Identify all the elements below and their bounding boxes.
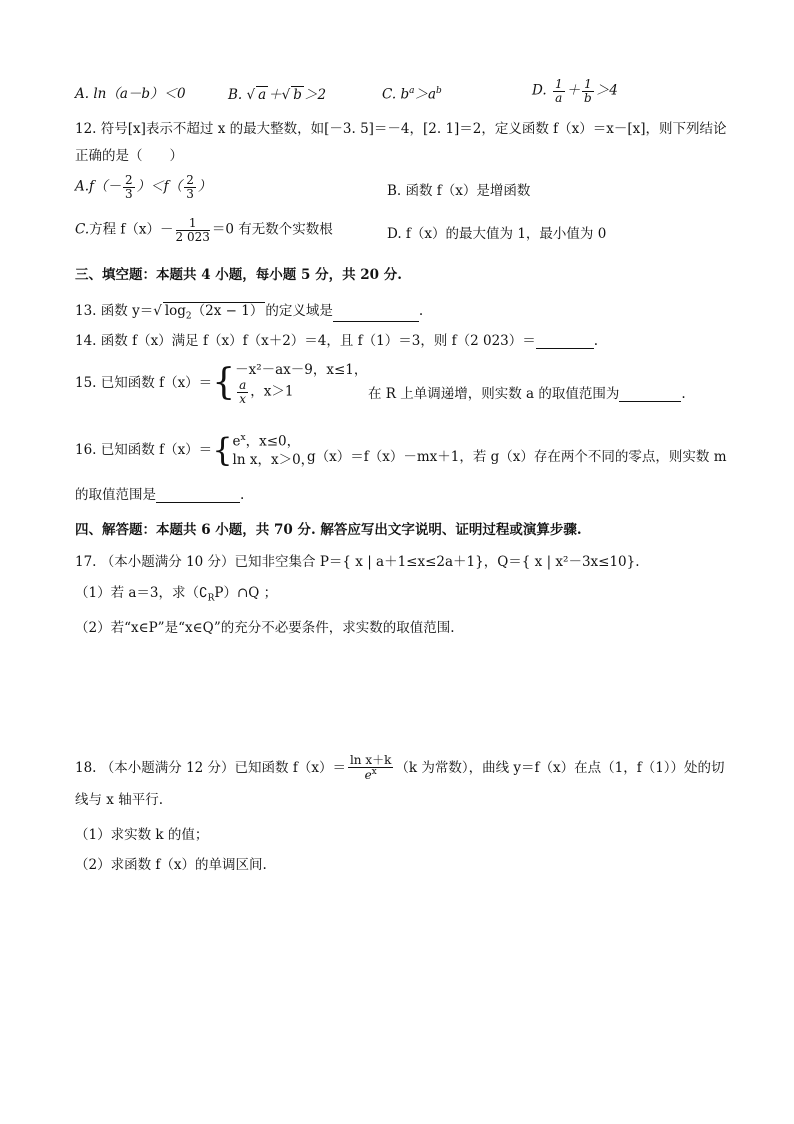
denominator: b [584,90,592,105]
question-text: 正确的是（ ） [75,148,183,164]
q12-stem-line2 [75,148,183,164]
numerator: 1 [176,217,210,231]
question-number: 12. [75,121,97,137]
numerator: 1 [584,77,592,91]
sqrt-b: b [293,87,302,103]
q12-option-c [75,217,333,243]
exponent: a [409,86,415,96]
part-text: （2）求函数 f（x）的单调区间. [75,857,267,873]
q18-line2 [75,792,163,808]
question-text: 线与 x 轴平行. [75,792,163,808]
q17-part-2 [75,620,455,636]
question-text: 函数 f（x）满足 f（x）f（x＋2）＝4，且 f（1）＝3，则 f（2 023）＝ [100,333,536,349]
q16 [75,432,314,469]
fraction-2-3 [123,174,135,200]
question-text: . [418,303,424,319]
exponent: b [436,86,442,96]
question-text: . [593,333,599,349]
q15 [75,361,367,405]
question-text: . [681,386,686,402]
base: e [364,767,372,782]
q11-option-b: B. √ a ＋√ b ＞2 [228,87,327,103]
q13: 13. 函数 y＝√ $\log_2(2x - 1)$ 的定义域是 . [75,303,424,322]
answer-blank[interactable] [619,387,681,402]
option-text: ＝0 有无数个实数根 [211,221,333,238]
sqrt-log [163,302,266,322]
piecewise-cases [235,361,367,405]
left-brace: { [212,431,233,470]
fraction-lnxk-ex [348,754,393,781]
sqrt-a: a [258,87,267,103]
fraction-2-3 [184,174,196,200]
option-label: C. [75,221,90,238]
numerator: 2 [186,173,194,187]
answer-blank[interactable] [333,307,419,322]
question-text: g（x）＝f（x）－mx＋1，若 g（x）存在两个不同的零点，则实数 m [307,449,727,465]
q17-part-1 [75,585,277,604]
question-number: 16. [75,442,97,459]
option-label: B. [228,87,243,103]
q11-option-a [75,86,186,102]
option-text: ln（a－b）＜0 [93,86,186,102]
part-text: （2）若“x∈P”是“x∈Q”的充分不必要条件，求实数的取值范围. [75,620,455,636]
denominator: 3 [186,186,194,201]
part-text: P）∩Q ； [214,585,278,601]
case-1 [233,432,315,451]
log-arg: （2x − 1） [191,303,264,319]
case-2: ln x，x＞0， [232,451,315,468]
option-text: f（－ [89,178,122,195]
section-3-heading: 三、填空题：本题共 4 小题，每小题 5 分，共 20 分. [75,267,402,283]
numerator: 2 [125,173,133,187]
option-text: ） [197,178,212,195]
case-text: ，x≤0， [245,433,301,450]
part-text: （1）若 a＝3，求（∁ [75,585,208,601]
fraction-1-2023 [176,217,210,243]
q12-option-a [75,174,211,200]
denominator: x [239,391,247,406]
case-text: ，x＞1 [250,383,294,400]
subscript: R [207,593,215,604]
q11-option-d: D. $\frac{1}{a}$ ＋ $\frac{1}{b}$ ＞4 [532,77,618,105]
q17-stem [75,554,640,570]
option-text: ＞a [414,86,437,103]
numerator: a [239,378,247,393]
part-text: （1）求实数 k 的值； [75,827,209,843]
question-text: . [240,487,245,503]
fraction-1-b [582,78,594,104]
question-text: （本小题满分 12 分）已知函数 f（x）＝ [100,759,346,776]
question-number: 13. [75,303,97,319]
question-text: 的定义域是 [265,303,333,319]
case-text: e [232,433,241,450]
log-base: 2 [185,311,192,322]
section-4-heading: 四、解答题：本题共 6 小题，共 70 分. 解答应写出文字说明、证明过程或演算步骤. [75,522,582,538]
denominator [348,768,393,782]
q16-line2 [75,487,244,503]
q14 [75,333,598,349]
denominator: a [555,90,563,105]
question-number: 15. [75,375,97,392]
question-text: 已知函数 f（x）＝ [100,375,213,392]
numerator: ln x＋k [349,753,392,767]
option-text: D. f（x）的最大值为 1，最小值为 0 [387,226,607,242]
piecewise-cases [233,432,315,469]
case-2 [235,379,367,405]
option-label: D. [532,82,547,99]
option-text: ）＜f（ [136,178,183,195]
q18-part-2 [75,857,267,873]
exponent: x [240,433,246,443]
option-text: b [400,86,410,103]
exponent: x [371,766,377,777]
denominator: 2 023 [175,229,210,244]
answer-blank[interactable] [156,488,240,503]
q16-tail [307,449,727,465]
option-text: B. 函数 f（x）是增函数 [387,183,531,199]
question-number: 14. [75,333,97,349]
fraction-1-a [553,78,565,104]
q18-part-1 [75,827,208,843]
question-text: 的取值范围是 [75,487,156,503]
q12-option-b [387,183,530,199]
option-label: C. [382,86,397,103]
option-label: A. [75,178,90,195]
fraction-a-x [237,379,248,405]
option-text: ＞2 [303,87,327,103]
question-text: 函数 y＝ [100,303,154,319]
option-text: ＞4 [595,82,618,99]
denominator: 3 [125,186,133,201]
numerator: 1 [554,77,563,91]
q11-option-c [382,86,442,103]
question-text: （k 为常数），曲线 y＝f（x）在点（1，f（1））处的切 [395,759,725,776]
question-number: 17. [75,554,97,570]
question-text: （本小题满分 10 分）已知非空集合 P＝{ x | a＋1≤x≤2a＋1}，Q＝{ x | x²－3x≤10}. [100,554,640,570]
q12-stem-line1 [75,121,727,137]
log-text: log [164,303,186,319]
question-text: 已知函数 f（x）＝ [100,442,213,459]
case-1: －x²－ax－9，x≤1， [235,362,368,378]
q12-option-d [387,226,606,242]
option-text: 方程 f（x）－ [89,221,174,238]
option-label: A. [75,86,90,102]
answer-blank[interactable] [536,334,594,349]
q18-stem [75,754,725,781]
question-number: 18. [75,759,97,776]
question-text: 符号[x]表示不超过 x 的最大整数，如[－3. 5]＝－4，[2. 1]＝2，定义函数 f（x）＝x－[x]，则下列结论 [100,121,727,137]
q15-tail [368,386,686,402]
question-text: 在 R 上单调递增，则实数 a 的取值范围为 [368,386,620,402]
left-brace: { [212,362,236,404]
